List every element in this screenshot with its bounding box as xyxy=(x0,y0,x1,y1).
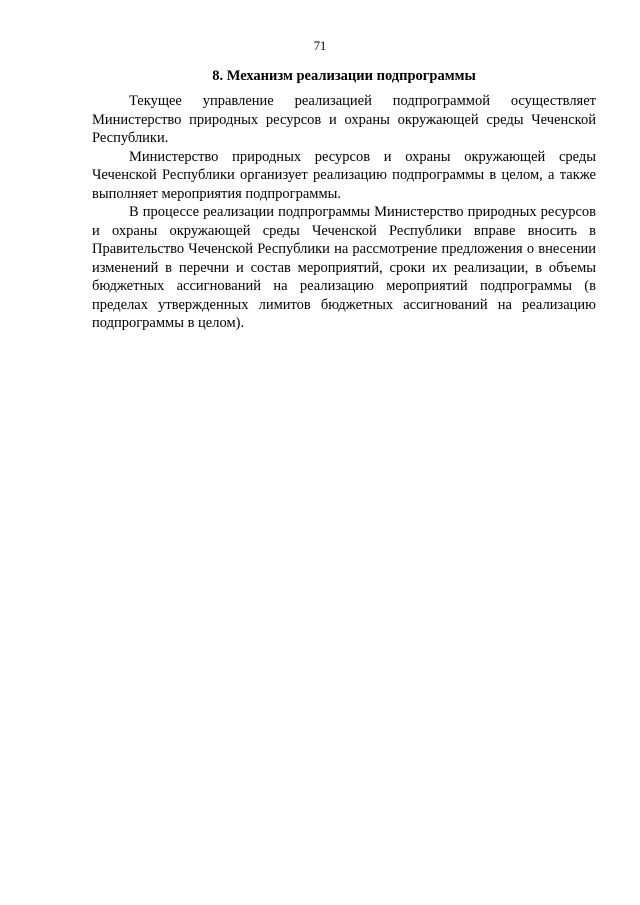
section-body xyxy=(92,92,596,333)
page-number: 71 xyxy=(313,39,327,53)
paragraph-proposals-to-government: В процессе реализации подпрограммы Министерство природных ресурсов и охраны окружающей среды Чеченской Республики вправе вносить в Правительство Чеченской Республики на рассмотрение предложения о внесении изменений в перечни и состав мероприятий, сроки их реализации, в объемы бюджетных ассигнований на реализацию мероприятий подпрограммы (в пределах утвержденных лимитов бюджетных ассигнований на реализацию подпрограммы в целом). xyxy=(92,204,596,331)
paragraph-ministry-organizes: Министерство природных ресурсов и охраны окружающей среды Чеченской Республики организует реализацию подпрограммы в целом, а также выполняет мероприятия подпрограммы. xyxy=(92,148,596,202)
section-heading: 8. Механизм реализации подпрограммы xyxy=(212,68,476,84)
paragraph-current-management: Текущее управление реализацией подпрограммой осуществляет Министерство природных ресурсов и охраны окружающей среды Чеченской Республики. xyxy=(92,93,596,146)
